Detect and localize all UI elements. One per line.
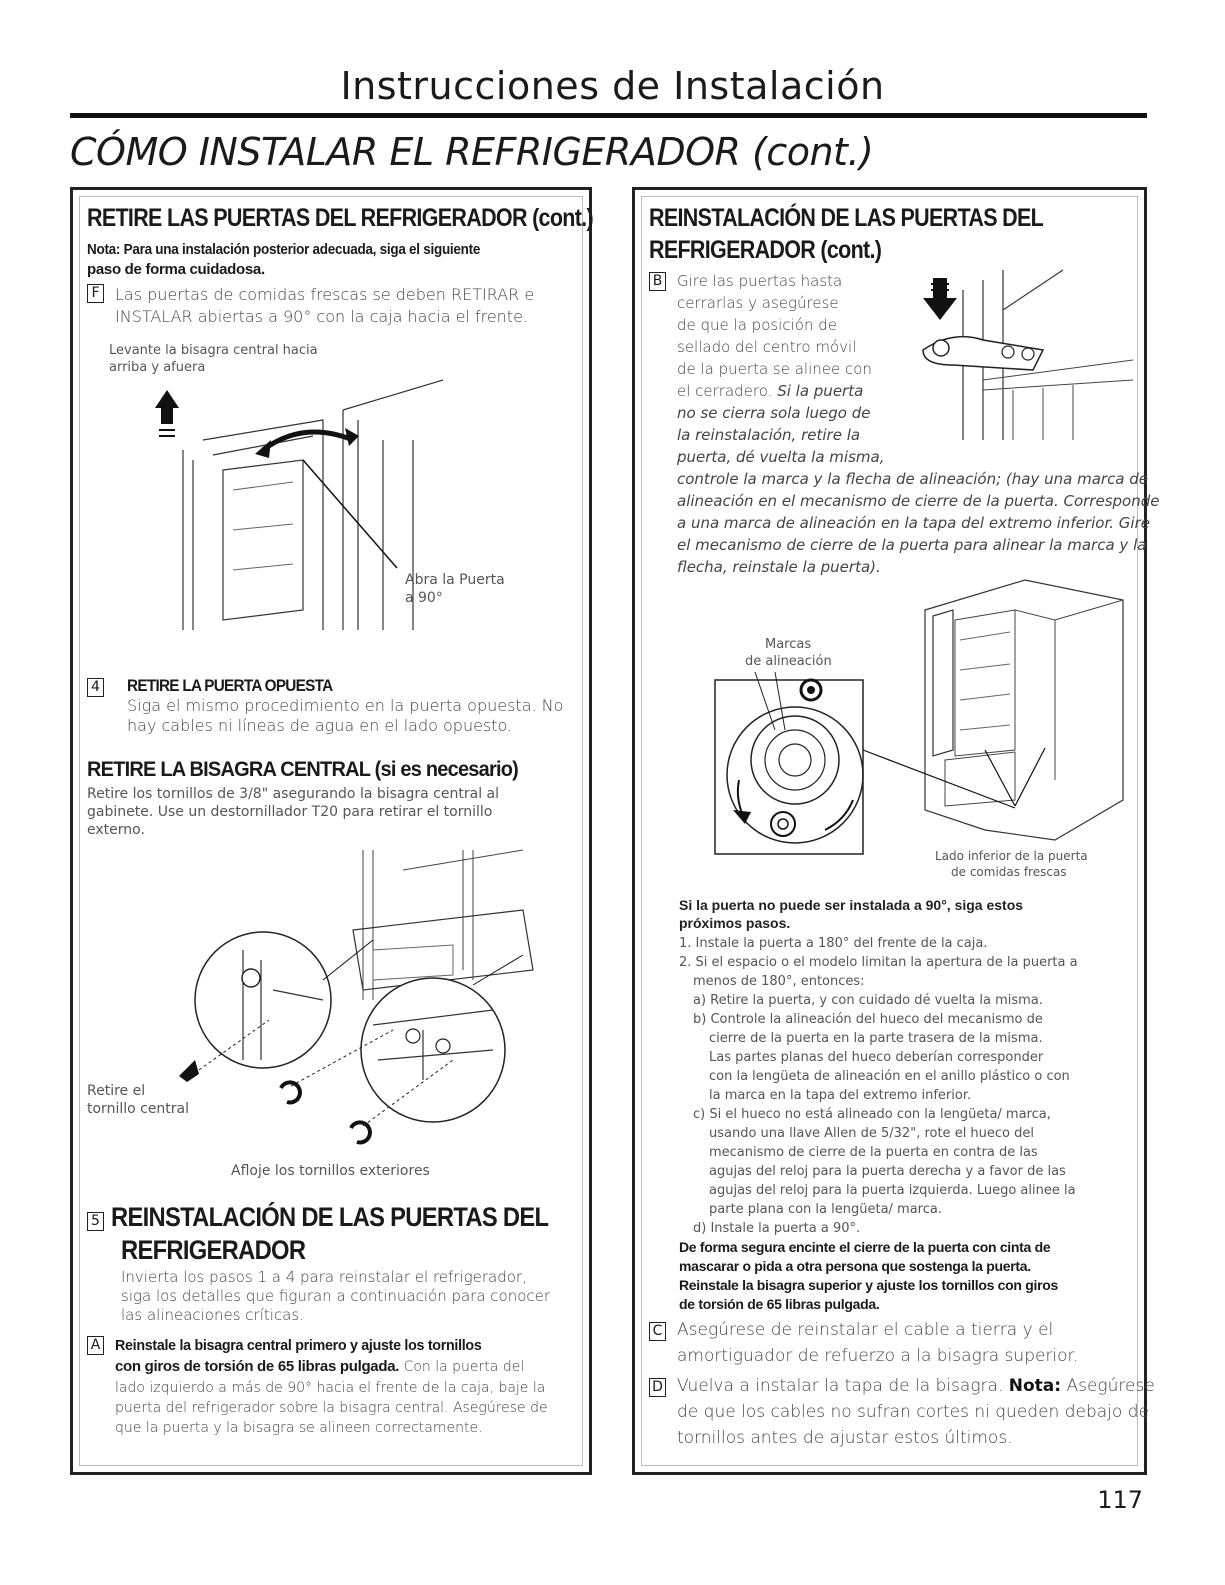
step-d-marker: D xyxy=(649,1378,666,1397)
step-f xyxy=(87,284,110,303)
procedure-item-c3: mecanismo de cierre de la puerta en contra de las xyxy=(709,1145,1038,1160)
fig2-label-outer: Afloje los tornillos exteriores xyxy=(231,1163,430,1179)
procedure-item-c1: c) Si el hueco no está alineado con la lengüeta/ marca, xyxy=(693,1107,1051,1122)
step-4-marker: 4 xyxy=(87,678,104,697)
step-a-marker: A xyxy=(87,1336,104,1355)
step-b-l7: no se cierra sola luego de xyxy=(677,404,871,422)
procedure-item-d: d) Instale la puerta a 90°. xyxy=(693,1221,861,1236)
step-f-line1: Las puertas de comidas frescas se deben RETIRAR e xyxy=(115,285,535,304)
procedure-warning-3: Reinstale la bisagra superior y ajuste los tornillos con giros xyxy=(679,1277,1058,1293)
fig1-label-open-2: a 90° xyxy=(405,590,443,606)
step-5 xyxy=(87,1212,110,1231)
step-4-line2: hay cables ni líneas de agua en el lado opuesto. xyxy=(127,716,513,735)
step-c-marker: C xyxy=(649,1322,666,1341)
step-4-line1: Siga el mismo procedimiento en la puerta opuesta. No xyxy=(127,696,564,715)
procedure-item-c5: agujas del reloj para la puerta izquierda. Luego alinee la xyxy=(709,1183,1076,1198)
step-d xyxy=(649,1378,672,1397)
step-5-line2: siga los detalles que figuran a continuación para conocer xyxy=(121,1287,551,1305)
fig1-label-lift-2: arriba y afuera xyxy=(109,360,206,375)
step-5-line1: Invierta los pasos 1 a 4 para reinstalar el refrigerador, xyxy=(121,1268,527,1286)
step-b-l1: Gire las puertas hasta xyxy=(677,272,843,290)
step-c xyxy=(649,1322,672,1341)
step-5-marker: 5 xyxy=(87,1212,104,1231)
procedure-item-c6: parte plana con la lengüeta/ marca. xyxy=(709,1202,942,1217)
page-number: 117 xyxy=(1097,1486,1143,1514)
procedure-item-b4: con la lengüeta de alineación en el anillo plástico o con xyxy=(709,1069,1070,1084)
procedure-warning-4: de torsión de 65 libras pulgada. xyxy=(679,1296,880,1312)
step-b-l9: puerta, dé vuelta la misma, xyxy=(677,448,885,466)
step-a-line3: lado izquierdo a más de 90° hacia el frente de la caja, baje la xyxy=(115,1380,546,1396)
page-header-title: Instrucciones de Instalación xyxy=(340,64,885,108)
step-5-title-2: REFRIGERADOR xyxy=(121,1235,306,1265)
left-note-line1: Nota: Para una instalación posterior adecuada, siga el siguiente xyxy=(87,241,481,258)
fig3-label-marks-1: Marcas xyxy=(765,637,812,652)
procedure-warning-1: De forma segura encinte el cierre de la puerta con cinta de xyxy=(679,1239,1051,1255)
procedure-item-c2: usando una llave Allen de 5/32", rote el hueco del xyxy=(709,1126,1035,1141)
step-5-line3: las alineaciones críticas. xyxy=(121,1306,304,1324)
right-heading-2: REFRIGERADOR (cont.) xyxy=(649,236,882,264)
step-a-bold2: con giros de torsión de 65 libras pulgada. xyxy=(115,1358,400,1375)
diagonal-arrow-icon xyxy=(179,1060,199,1082)
step-c-l2: amortiguador de refuerzo a la bisagra superior. xyxy=(677,1346,1079,1366)
fig3-label-marks-2: de alineación xyxy=(745,654,832,669)
procedure-warning xyxy=(679,1238,1058,1314)
procedure-title-1: Si la puerta no puede ser instalada a 90°, siga estos xyxy=(679,897,1024,913)
hinge-line3: externo. xyxy=(87,822,145,838)
step-4 xyxy=(87,678,110,697)
step-d-l1a: Vuelva a instalar la tapa de la bisagra. xyxy=(677,1376,1009,1396)
step-f-line2: INSTALAR abiertas a 90° con la caja hacia el frente. xyxy=(115,307,528,326)
left-note-line2: paso de forma cuidadosa. xyxy=(87,261,265,278)
step-b-text-block xyxy=(677,270,884,468)
step-b-l6b: Si la puerta xyxy=(777,382,864,400)
left-panel xyxy=(70,187,592,1475)
step-a-line4: puerta del refrigerador sobre la bisagra central. Asegúrese de xyxy=(115,1400,548,1416)
fig2-label-center-1: Retire el xyxy=(87,1083,146,1099)
up-arrow-icon xyxy=(155,390,179,424)
fig1-label-lift-1: Levante la bisagra central hacia xyxy=(109,343,318,358)
step-d-l1c: Asegúrese xyxy=(1061,1376,1155,1396)
fig3-alignment-illustration xyxy=(715,580,1135,860)
step-b-l3: de que la posición de xyxy=(677,316,837,334)
rotate-screw-icon xyxy=(281,1082,300,1102)
step-b-l12: a una marca de alineación en la tapa del extremo inferior. Gire xyxy=(677,514,1150,532)
step-d-l2: de que los cables no sufran cortes ni queden debajo de xyxy=(677,1402,1149,1422)
step-a-line5: que la puerta y la bisagra se alineen correctamente. xyxy=(115,1420,483,1436)
step-b-l11: alineación en el mecanismo de cierre de la puerta. Corresponde xyxy=(677,492,1160,510)
hinge-title: RETIRE LA BISAGRA CENTRAL (si es necesario) xyxy=(87,758,519,781)
procedure-title-2: próximos pasos. xyxy=(679,915,791,931)
step-d-l1b: Nota: xyxy=(1008,1376,1062,1396)
step-b-l6a: el cerradero. xyxy=(677,382,778,400)
right-heading-1: REINSTALACIÓN DE LAS PUERTAS DEL xyxy=(649,204,1044,232)
step-b-l8: la reinstalación, retire la xyxy=(677,426,861,444)
procedure-item-b2: cierre de la puerta en la parte trasera de la misma. xyxy=(709,1031,1043,1046)
procedure-list xyxy=(679,934,1078,1238)
fig1-label-open-1: Abra la Puerta xyxy=(405,572,505,588)
step-b-l10: controle la marca y la flecha de alineación; (hay una marca de xyxy=(677,470,1149,488)
step-b-l6 xyxy=(677,380,884,402)
step-c-l1: Asegúrese de reinstalar el cable a tierra y el xyxy=(677,1320,1054,1340)
fig3-label-bottom-2: de comidas frescas xyxy=(951,865,1067,879)
procedure-item-b3: Las partes planas del hueco deberían corresponder xyxy=(709,1050,1044,1065)
step-a-line2 xyxy=(115,1357,524,1377)
hinge-line2: gabinete. Use un destornillador T20 para retirar el tornillo xyxy=(87,804,493,820)
fig2-label-center-2: tornillo central xyxy=(87,1101,190,1117)
step-b-marker: B xyxy=(649,272,666,291)
step-f-marker: F xyxy=(87,284,104,303)
header-rule xyxy=(70,113,1147,118)
step-d-l3: tornillos antes de ajustar estos últimos. xyxy=(677,1428,1013,1448)
step-4-title: RETIRE LA PUERTA OPUESTA xyxy=(127,676,333,695)
fig2-hinge-illustration xyxy=(173,850,573,1180)
procedure-item-1: 1. Instale la puerta a 180° del frente de la caja. xyxy=(679,936,988,951)
hinge-line1: Retire los tornillos de 3/8" asegurando la bisagra central al xyxy=(87,786,500,802)
fig-hinge-closeup-illustration xyxy=(913,270,1133,440)
procedure-item-b1: b) Controle la alineación del hueco del mecanismo de xyxy=(693,1012,1043,1027)
section-title: CÓMO INSTALAR EL REFRIGERADOR (cont.) xyxy=(70,130,874,174)
procedure-item-2b: menos de 180°, entonces: xyxy=(693,974,865,989)
step-b-continued xyxy=(677,468,1159,578)
step-d-l1 xyxy=(677,1374,1155,1398)
step-b-l13: el mecanismo de cierre de la puerta para alinear la marca y la xyxy=(677,536,1147,554)
procedure-item-2a: 2. Si el espacio o el modelo limitan la apertura de la puerta a xyxy=(679,955,1078,970)
left-heading: RETIRE LAS PUERTAS DEL REFRIGERADOR (cont.) xyxy=(87,204,593,232)
step-a-bold1: Reinstale la bisagra central primero y ajuste los tornillos xyxy=(115,1337,482,1354)
procedure-warning-2: mascarar o pida a otra persona que sostenga la puerta. xyxy=(679,1258,1031,1274)
step-b xyxy=(649,272,672,291)
step-b-l14: flecha, reinstale la puerta). xyxy=(677,558,881,576)
procedure-item-b5: la marca en la tapa del extremo inferior. xyxy=(709,1088,972,1103)
step-b-l5: de la puerta se alinee con xyxy=(677,360,872,378)
step-b-l2: cerrarlas y asegúrese xyxy=(677,294,839,312)
step-b-l4: sellado del centro móvil xyxy=(677,338,857,356)
procedure-item-a: a) Retire la puerta, y con cuidado dé vuelta la misma. xyxy=(693,993,1043,1008)
step-5-title-1: REINSTALACIÓN DE LAS PUERTAS DEL xyxy=(111,1202,549,1232)
fig3-label-bottom-1: Lado inferior de la puerta xyxy=(935,849,1088,863)
rotate-screw-icon-2 xyxy=(351,1122,370,1142)
right-panel xyxy=(632,187,1160,1475)
procedure-item-c4: agujas del reloj para la puerta derecha y a favor de las xyxy=(709,1164,1066,1179)
step-a xyxy=(87,1336,110,1355)
step-a-rest2: Con la puerta del xyxy=(399,1359,525,1375)
